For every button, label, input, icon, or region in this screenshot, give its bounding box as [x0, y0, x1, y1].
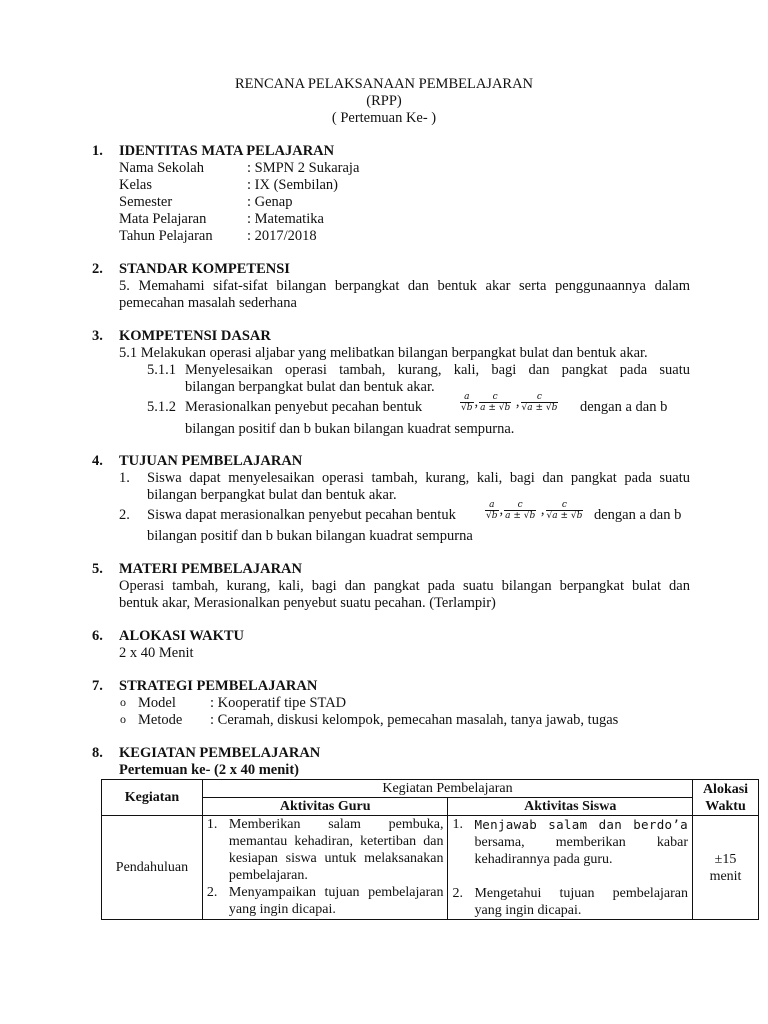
standard-text-line: pemecahan masalah sederhana [119, 295, 297, 311]
objective-text: dengan a dan b [594, 507, 682, 523]
basic-competence: 5.1 Melakukan operasi aljabar yang melibatkan bilangan berpangkat bulat dan bentuk akar. [119, 345, 648, 361]
document-title: RENCANA PELAKSANAAN PEMBELAJARAN [234, 76, 534, 92]
indicator-text: bilangan positif dan b bukan bilangan kuadrat sempurna. [185, 421, 515, 437]
row-name: Pendahuluan [102, 816, 203, 920]
fraction-group: $\frac{a}{√b}$ , $\frac{c}{a \pm √b}$ , $\frac{c}{√a \pm √b}$ [461, 392, 558, 413]
objective-text: bilangan berpangkat bulat dan bentuk akar. [147, 487, 397, 503]
identity-value: : 2017/2018 [247, 228, 317, 244]
section-7-number: 7. [92, 678, 103, 694]
identity-label: Mata Pelajaran [119, 211, 207, 227]
section-7-title: STRATEGI PEMBELAJARAN [119, 678, 318, 694]
time-allocation-value: 2 x 40 Menit [119, 645, 194, 661]
fraction: $\frac{c}{a \pm √b}$ [480, 392, 511, 413]
header-kegiatan-pembelajaran: Kegiatan Pembelajaran [202, 780, 692, 798]
indicator-text: Menyelesaikan operasi tambah, kurang, kali, bagi dan pangkat pada suatu [185, 362, 690, 378]
identity-label: Nama Sekolah [119, 160, 204, 176]
bullet-icon: o [120, 695, 126, 709]
list-item: 1. Menjawab salam dan berdo’a bersama, memberikan kabar kehadirannya pada guru. [452, 817, 689, 867]
section-2-number: 2. [92, 261, 103, 277]
time-cell: ±15 menit [693, 816, 759, 920]
indicator-text: dengan a dan b [580, 399, 668, 415]
strategy-label: Metode [138, 712, 183, 728]
section-5-number: 5. [92, 561, 103, 577]
document-subtitle: (RPP) [366, 93, 402, 109]
objective-text: Siswa dapat menyelesaikan operasi tambah, kurang, kali, bagi dan pangkat pada suatu [147, 470, 690, 486]
strategy-value: : Kooperatif tipe STAD [210, 695, 347, 711]
header-aktivitas-guru: Aktivitas Guru [202, 798, 448, 816]
standard-text-line: 5. Memahami sifat-sifat bilangan berpangkat dan bentuk akar serta penggunaannya dalam [119, 278, 690, 294]
header-aktivitas-siswa: Aktivitas Siswa [448, 798, 693, 816]
section-4-title: TUJUAN PEMBELAJARAN [119, 453, 303, 469]
student-activities [448, 816, 693, 920]
objective-text: Siswa dapat merasionalkan penyebut pecahan bentuk [147, 507, 456, 523]
objective-number: 1. [119, 470, 130, 486]
meeting-label: ( Pertemuan Ke- ) [331, 110, 437, 126]
section-8-number: 8. [92, 745, 103, 761]
section-5-title: MATERI PEMBELAJARAN [119, 561, 302, 577]
table-row [102, 816, 759, 920]
section-1-title: IDENTITAS MATA PELAJARAN [119, 143, 335, 159]
indicator-number: 5.1.1 [147, 362, 176, 378]
identity-value: : Matematika [247, 211, 324, 227]
fraction: $\frac{c}{√a \pm √b}$ [521, 392, 558, 413]
objective-number: 2. [119, 507, 130, 523]
indicator-text: Merasionalkan penyebut pecahan bentuk [185, 399, 423, 415]
header-alokasi-waktu: Alokasi Waktu [693, 780, 759, 816]
header-kegiatan: Kegiatan [102, 780, 203, 816]
material-text-line: bentuk akar, Merasionalkan penyebut suatu pecahan. (Terlampir) [119, 595, 496, 611]
fraction: $\frac{a}{√b}$ [486, 500, 498, 521]
fraction: $\frac{a}{√b}$ [461, 392, 473, 413]
fraction: $\frac{c}{a \pm √b}$ [505, 500, 536, 521]
section-8-title: KEGIATAN PEMBELAJARAN [119, 745, 321, 761]
list-item: 2. Menyampaikan tujuan pembelajaran yang ingin dicapai. [206, 885, 444, 917]
fraction: $\frac{c}{√a \pm √b}$ [546, 500, 583, 521]
identity-value: : IX (Sembilan) [247, 177, 339, 193]
section-6-number: 6. [92, 628, 103, 644]
identity-label: Kelas [119, 177, 153, 193]
fraction-group: $\frac{a}{√b}$ , $\frac{c}{a \pm √b}$ , $\frac{c}{√a \pm √b}$ [486, 500, 583, 521]
strategy-value: : Ceramah, diskusi kelompok, pemecahan masalah, tanya jawab, tugas [210, 712, 619, 728]
strategy-label: Model [138, 695, 176, 711]
section-1-number: 1. [92, 143, 103, 159]
list-item: 2. Mengetahui tujuan pembelajaran yang ingin dicapai. [452, 886, 689, 918]
identity-value: : Genap [247, 194, 293, 210]
section-6-title: ALOKASI WAKTU [119, 628, 245, 644]
section-4-number: 4. [92, 453, 103, 469]
activity-table [101, 779, 759, 920]
section-3-title: KOMPETENSI DASAR [119, 328, 271, 344]
material-text-line: Operasi tambah, kurang, kali, bagi dan pangkat pada suatu bilangan berpangkat bulat dan [119, 578, 690, 594]
objective-text: bilangan positif dan b bukan bilangan kuadrat sempurna [147, 528, 473, 544]
identity-label: Tahun Pelajaran [119, 228, 213, 244]
bullet-icon: o [120, 712, 126, 726]
indicator-text: bilangan berpangkat bulat dan bentuk akar. [185, 379, 435, 395]
meeting-duration: Pertemuan ke- (2 x 40 menit) [119, 762, 299, 778]
indicator-number: 5.1.2 [147, 399, 176, 415]
section-3-number: 3. [92, 328, 103, 344]
section-2-title: STANDAR KOMPETENSI [119, 261, 290, 277]
identity-value: : SMPN 2 Sukaraja [247, 160, 360, 176]
list-item: 1. Memberikan salam pembuka, memantau kehadiran, ketertiban dan kesiapan siswa untuk melaksanakan pembelajaran. [206, 817, 444, 883]
identity-label: Semester [119, 194, 173, 210]
teacher-activities [202, 816, 448, 920]
